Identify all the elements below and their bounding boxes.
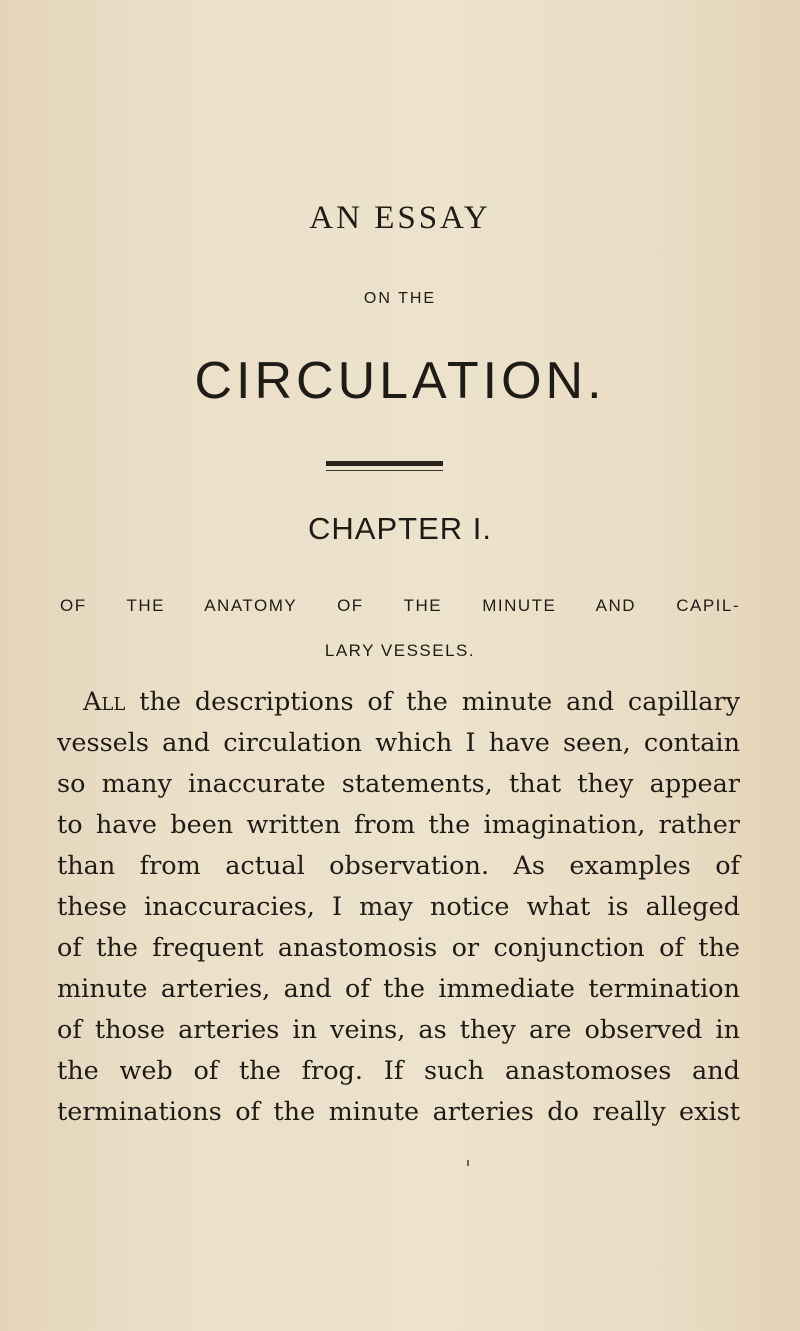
body-line-4: to have been written from the imagination, rather (57, 810, 740, 840)
body-line-8: minute arteries, and of the immediate termination (57, 974, 740, 1004)
body-line-7: of the frequent anastomosis or conjunction of the (57, 933, 740, 963)
body-line-9: of those arteries in veins, as they are observed in (57, 1015, 740, 1045)
title-an-essay: AN ESSAY (309, 200, 491, 236)
body-line-5: than from actual observation. As examples of (57, 851, 740, 881)
body-line-3: so many inaccurate statements, that they appear (57, 769, 740, 799)
body-line-2: vessels and circulation which I have seen, contain (57, 728, 740, 758)
body-line-1 (83, 682, 740, 722)
body-line-11: terminations of the minute arteries do really exist (57, 1097, 740, 1127)
chapter-subheading-line-2: LARY VESSELS. (324, 641, 476, 660)
first-word: All (83, 687, 126, 717)
title-on-the: ON THE (363, 290, 437, 307)
body-line-1-rest: the descriptions of the minute and capillary (125, 687, 740, 717)
chapter-subheading-line-1: OF THE ANATOMY OF THE MINUTE AND CAPIL- (60, 596, 740, 615)
title-divider-thin (326, 470, 443, 471)
signature-mark (467, 1160, 469, 1166)
body-line-6: these inaccuracies, I may notice what is alleged (57, 892, 740, 922)
chapter-heading: CHAPTER I. (308, 511, 492, 546)
title-circulation: CIRCULATION. (194, 352, 606, 410)
body-line-10: the web of the frog. If such anastomoses and (57, 1056, 740, 1086)
title-divider-thick (326, 461, 443, 466)
